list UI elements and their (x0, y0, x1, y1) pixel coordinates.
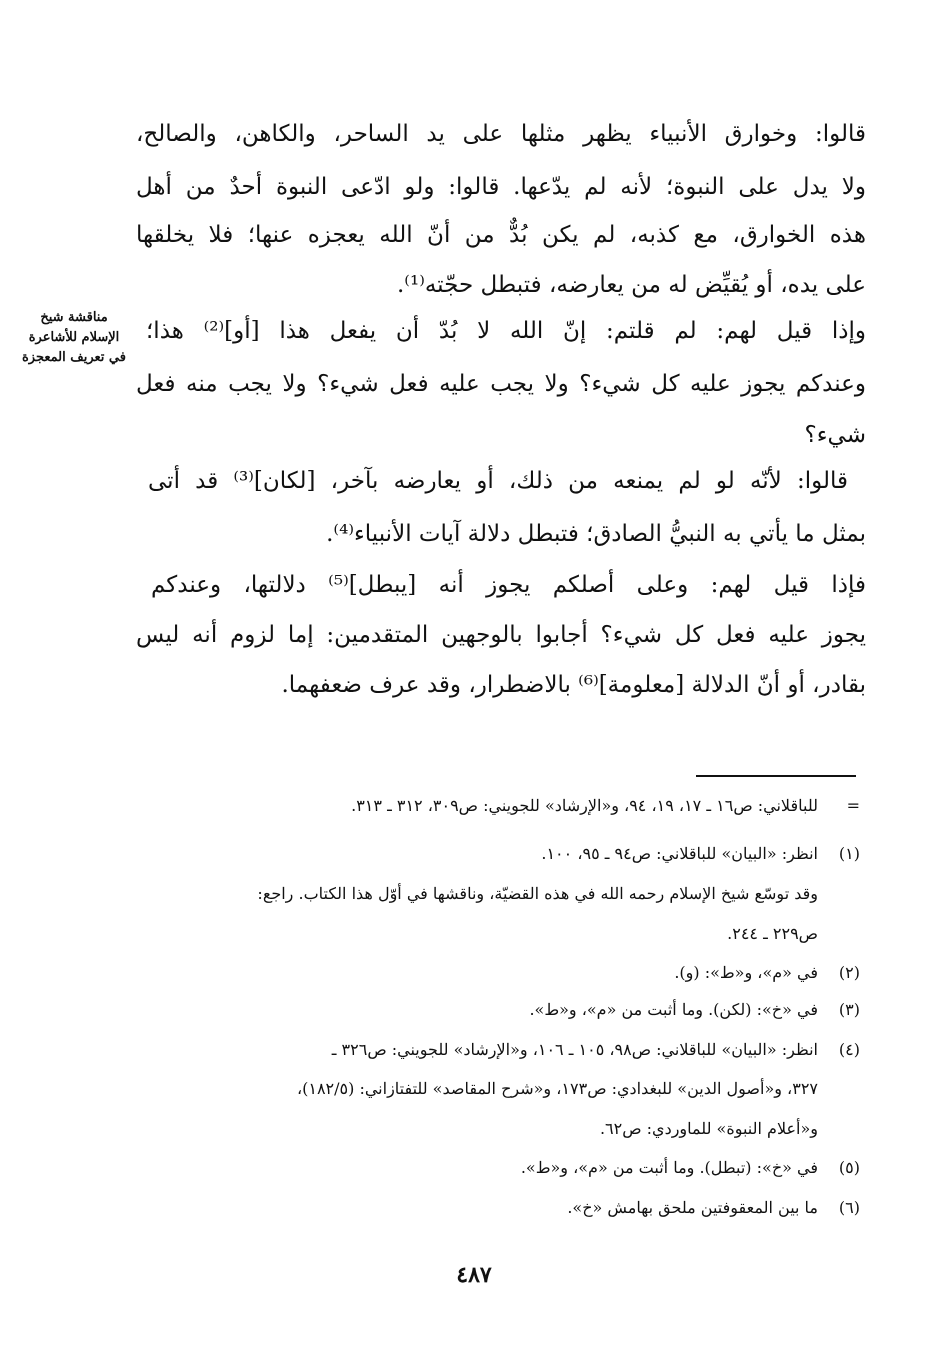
body-line-2: ولا يدل على النبوة؛ لأنه لم يدّعها. قالوا: ولو ادّعى النبوة أحدٌ من أهل (136, 174, 866, 200)
footnote-number: (٣) (838, 1000, 860, 1019)
body-line-5: وإذا قيل لهم: لم قلتم: إنّ الله لا بُدّ أن يفعل هذا [أو]⁽²⁾ هذا؛ (146, 318, 866, 344)
footnote-4-line-2: ٣٢٧، و«أصول الدين» للبغدادي: ص١٧٣، و«شرح المقاصد» للتفتازاني: (١٨٢/٥)، (296, 1079, 818, 1098)
footnote-number: (١) (838, 844, 860, 863)
body-line-1: قالوا: وخوارق الأنبياء يظهر مثلها على يد الساحر، والكاهن، والصالح، (136, 121, 866, 147)
footnote-6 (100, 1200, 860, 1216)
footnote-number: (٥) (838, 1158, 860, 1177)
footnote-4 (100, 1042, 860, 1058)
footnote-separator (696, 775, 856, 777)
body-line-6: وعندكم يجوز عليه كل شيء؟ ولا يجب عليه فعل شيء؟ ولا يجب منه فعل (136, 371, 866, 397)
footnote-text: في «خ»: (لكن). وما أثبت من «م»، و«ط». (529, 1000, 818, 1019)
footnote-number: (٦) (838, 1198, 860, 1217)
footnote-text: انظر: «البيان» للباقلاني: ص٩٨، ١٠٥ ـ ١٠٦، و«الإرشاد» للجويني: ص٣٢٦ ـ (331, 1040, 818, 1059)
page-number: ٤٨٧ (456, 1262, 492, 1288)
footnote-5 (100, 1160, 860, 1176)
footnote-1-line-2: وقد توسّع شيخ الإسلام رحمه الله في هذه القضيّة، وناقشها في أوّل هذا الكتاب. راجع: (257, 884, 818, 903)
footnote-1 (100, 846, 860, 862)
margin-note-line-2: الإسلام للأشاعرة (28, 330, 120, 345)
body-line-11: يجوز عليه فعل كل شيء؟ أجابوا بالوجهين المتقدمين: إما لزوم أنه ليس (136, 622, 866, 648)
footnote-marker: = (846, 796, 860, 815)
footnote-text: للباقلاني: ص١٦ ـ ١٧، ١٩، ٩٤، و«الإرشاد» للجويني: ص٣٠٩، ٣١٢ ـ ٣١٣. (351, 796, 818, 815)
footnote-3 (100, 1002, 860, 1018)
footnote-text: ما بين المعقوفتين ملحق بهامش «خ». (567, 1198, 818, 1217)
footnote-text: في «م»، و«ط»: (و). (674, 963, 818, 982)
footnote-number: (٤) (838, 1040, 860, 1059)
footnote-number: (٢) (838, 963, 860, 982)
footnote-1-line-3: ص٢٢٩ ـ ٢٤٤. (727, 924, 818, 943)
margin-note-line-3: في تعريف المعجزة (22, 350, 126, 365)
footnote-4-line-3: و«أعلام النبوة» للماوردي: ص٦٢. (599, 1119, 818, 1138)
footnote-continued (100, 798, 860, 814)
body-line-12: بقادر، أو أنّ الدلالة [معلومة]⁽⁶⁾ بالاضطرار، وقد عرف ضعفهما. (281, 672, 866, 698)
footnote-text: في «خ»: (تبطل). وما أثبت من «م»، و«ط». (520, 1158, 818, 1177)
body-line-9: بمثل ما يأتي به النبيُّ الصادق؛ فتبطل دلالة آيات الأنبياء⁽⁴⁾. (326, 521, 866, 547)
body-line-8: قالوا: لأنّه لو لم يمنعه من ذلك، أو يعارضه بآخر، [لكان]⁽³⁾ قد أتى (148, 468, 848, 494)
margin-note (14, 308, 134, 368)
footnote-2 (100, 965, 860, 981)
body-line-10: فإذا قيل لهم: وعلى أصلكم يجوز أنه [يبطل]⁽⁵⁾ دلالتها، وعندكم (151, 572, 866, 598)
body-line-4: على يده، أو يُقيِّض له من يعارضه، فتبطل حجّته⁽¹⁾. (396, 272, 866, 298)
body-line-3: هذه الخوارق، مع كذبه، لم يكن بُدٌّ من أنّ الله يعجزه عنها؛ فلا يخلقها (136, 222, 866, 248)
footnote-text: انظر: «البيان» للباقلاني: ص٩٤ ـ ٩٥، ١٠٠. (541, 844, 818, 863)
margin-note-line-1: مناقشة شيخ (40, 310, 108, 325)
body-line-7: شيء؟ (804, 422, 866, 448)
